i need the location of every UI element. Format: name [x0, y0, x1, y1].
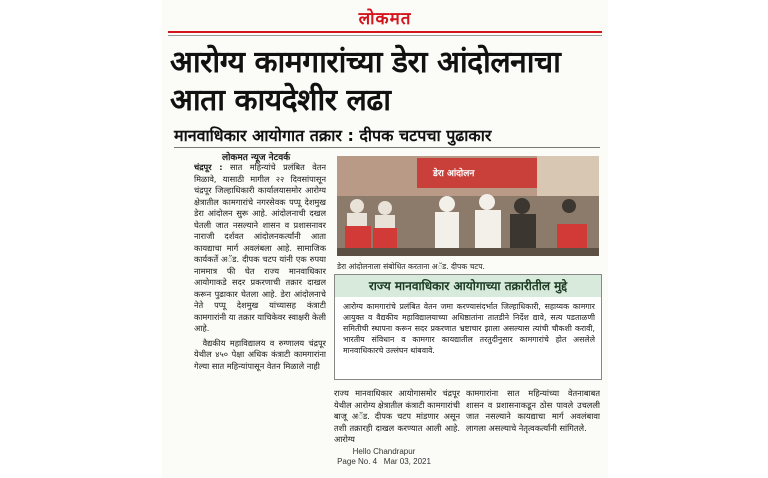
masthead-rule: [168, 31, 602, 33]
footer-source: Hello Chandrapur: [352, 447, 416, 456]
footer-page-date: Page No. 4 Mar 03, 2021: [337, 457, 431, 466]
masthead-logo: लोकमत: [358, 9, 412, 29]
complaint-points-body: आरोग्य कामगारांचे प्रलंबित वेतन जमा करण्यासंदर्भात जिल्हाधिकारी, सहाय्यक कामगार आयुक्त व वैद्यकीय महाविद्यालयाच्या अधिष्ठातांना तातडीने निर्देश द्यावे, सत्य पडताळणी समितीची स्थापना करून सदर प्रकरणात भ्रष्टाचार झाला असल्यास त्यांची चौकशी करावी, भारतीय संविधान व कामगार कायद्यातील तरतुदीनुसार कामगारांचे होत असलेले मानवाधिकारचे उल्लंघन थांबवावे.: [343, 302, 595, 355]
newspaper-clipping: [162, 0, 608, 478]
protest-photo-illustration: [337, 156, 599, 256]
photo-banner-text: डेरा आंदोलन: [433, 169, 475, 179]
complaint-points-box: [334, 274, 602, 380]
complaint-points-heading: राज्य मानवाधिकार आयोगाच्या तक्रारीतील मुद्दे: [335, 275, 601, 297]
footer-credit: [0, 447, 768, 467]
article-column-middle: राज्य मानवाधिकार आयोगासमोर चंद्रपूर येथील आरोग्य क्षेत्रातील कंत्राटी कामगारांची बाजू अॅड. दीपक चटप मांडणार असून तशी तक्रारही दाखल करण्यात आली आहे. आरोग्य: [334, 388, 460, 444]
subhead-rule: [174, 147, 600, 148]
headline: आरोग्य कामगारांच्या डेरा आंदोलनाचा आता कायदेशीर लढा: [170, 45, 561, 118]
byline: लोकमत न्यूज नेटवर्क: [222, 153, 291, 163]
photo-caption: डेरा आंदोलनाला संबोधित करताना अॅड. दीपक चटप.: [337, 262, 485, 271]
subheadline: मानवाधिकार आयोगात तक्रार : दीपक चटपचा पुढाकार: [174, 126, 492, 145]
article-column-right: कामगारांना सात महिन्यांच्या वेतनाबाबत शासन व प्रशासनाकडून ठोस पावले उचलली जात नसल्याने कायद्याचा मार्ग अवलंबावा लागला असल्याचे नेतृत्वकर्त्यांनी सांगितले.: [466, 388, 600, 433]
masthead-thin-rule: [168, 35, 602, 36]
protest-photo: [337, 156, 599, 256]
article-paragraph: सात महिन्यांचे प्रलंबित वेतन मिळावे, यासाठी मागील २२ दिवसांपासून चंद्रपूर जिल्हाधिकारी कार्यालयासमोर आरोग्य क्षेत्रातील कामगारांचे नगरसेवक पप्पू देशमुख डेरा आंदोलन सुरू आहे. आंदोलनाची दखल घेतली जात नसल्याने शासन व प्रशासनावर नाराजी दर्शवत आंदोलनकर्त्यांनी आता कायद्याचा मार्ग अवलंबला आहे. सामाजिक कार्यकर्ते अॅड. दीपक चटप यांनी एक रुपया नाममात्र फी घेत राज्य मानवाधिकार आयोगाकडे सदर प्रकरणाची तक्रार दाखल करून पुढाकार घेतला आहे. डेरा आंदोलनाचे नेते पप्पू देशमुख यांच्यासह कंत्राटी कामगारांनी या तक्रार याचिकेवर स्वाक्षरी केली आहे.: [194, 162, 326, 333]
article-column-left: [194, 162, 326, 452]
dateline: चंद्रपूर :: [194, 162, 223, 172]
article-paragraph: वैद्यकीय महाविद्यालय व रुग्णालय चंद्रपूर येथील ४५० पेक्षा अधिक कंत्राटी कामगारांना गेल्या सात महिन्यांपासून वेतन मिळाले नाही: [194, 337, 326, 371]
